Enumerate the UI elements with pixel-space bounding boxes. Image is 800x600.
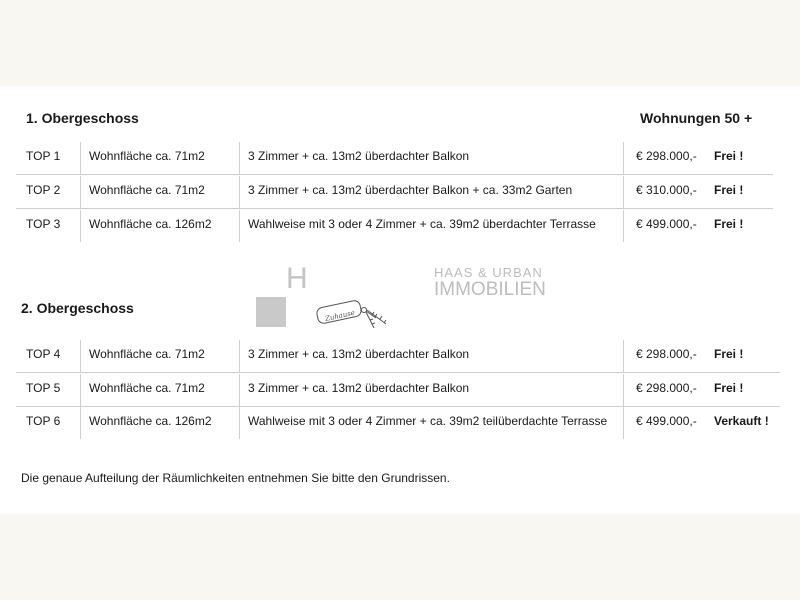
- status-badge: Frei !: [714, 381, 744, 395]
- table-row-top6: [16, 407, 780, 439]
- table-row-top4: [16, 340, 780, 373]
- description-cell: 3 Zimmer + ca. 13m2 überdachter Balkon: [239, 374, 469, 406]
- description-cell: 3 Zimmer + ca. 13m2 überdachter Balkon + ca. 33m2 Garten: [239, 176, 572, 208]
- description-cell: 3 Zimmer + ca. 13m2 überdachter Balkon: [239, 340, 469, 372]
- floor1-title: 1. Obergeschoss: [26, 110, 139, 126]
- brand-name-top: HAAS & URBAN: [434, 265, 543, 280]
- company-logo: [256, 264, 556, 334]
- status-badge: Frei !: [714, 217, 744, 231]
- area-cell: Wohnfläche ca. 71m2: [80, 340, 205, 372]
- price-cell: € 298.000,-: [623, 142, 697, 174]
- unit-label: TOP 1: [26, 149, 61, 163]
- area-cell: Wohnfläche ca. 126m2: [80, 407, 212, 439]
- description-cell: 3 Zimmer + ca. 13m2 überdachter Balkon: [239, 142, 469, 174]
- status-badge: Verkauft !: [714, 414, 769, 428]
- table-row-top1: [16, 142, 773, 175]
- price-cell: € 310.000,-: [623, 176, 697, 208]
- unit-label: TOP 4: [26, 347, 61, 361]
- logo-monogram: H: [286, 262, 306, 295]
- footnote: Die genaue Aufteilung der Räumlichkeiten entnehmen Sie bitte den Grundrissen.: [21, 471, 450, 485]
- description-cell: Wahlweise mit 3 oder 4 Zimmer + ca. 39m2 teilüberdachte Terrasse: [239, 407, 607, 439]
- status-badge: Frei !: [714, 183, 744, 197]
- key-tag-text: Zuhause: [324, 308, 356, 323]
- unit-label: TOP 2: [26, 183, 61, 197]
- table-row-top5: [16, 374, 780, 407]
- price-cell: € 499.000,-: [623, 210, 697, 242]
- brand-name-bottom: IMMOBILIEN: [434, 279, 546, 300]
- price-cell: € 298.000,-: [623, 340, 697, 372]
- table-row-top3: [16, 210, 773, 242]
- key-tag-icon: [314, 298, 388, 334]
- area-cell: Wohnfläche ca. 71m2: [80, 176, 205, 208]
- status-badge: Frei !: [714, 149, 744, 163]
- unit-label: TOP 6: [26, 414, 61, 428]
- floor1-subtitle: Wohnungen 50 +: [640, 110, 753, 126]
- logo-brand: [434, 266, 546, 299]
- table-row-top2: [16, 176, 773, 209]
- area-cell: Wohnfläche ca. 126m2: [80, 210, 212, 242]
- price-cell: € 499.000,-: [623, 407, 697, 439]
- floor2-title: 2. Obergeschoss: [21, 300, 134, 316]
- status-badge: Frei !: [714, 347, 744, 361]
- area-cell: Wohnfläche ca. 71m2: [80, 374, 205, 406]
- description-cell: Wahlweise mit 3 oder 4 Zimmer + ca. 39m2 überdachter Terrasse: [239, 210, 596, 242]
- unit-label: TOP 3: [26, 217, 61, 231]
- area-cell: Wohnfläche ca. 71m2: [80, 142, 205, 174]
- price-cell: € 298.000,-: [623, 374, 697, 406]
- unit-label: TOP 5: [26, 381, 61, 395]
- logo-square: [256, 297, 286, 327]
